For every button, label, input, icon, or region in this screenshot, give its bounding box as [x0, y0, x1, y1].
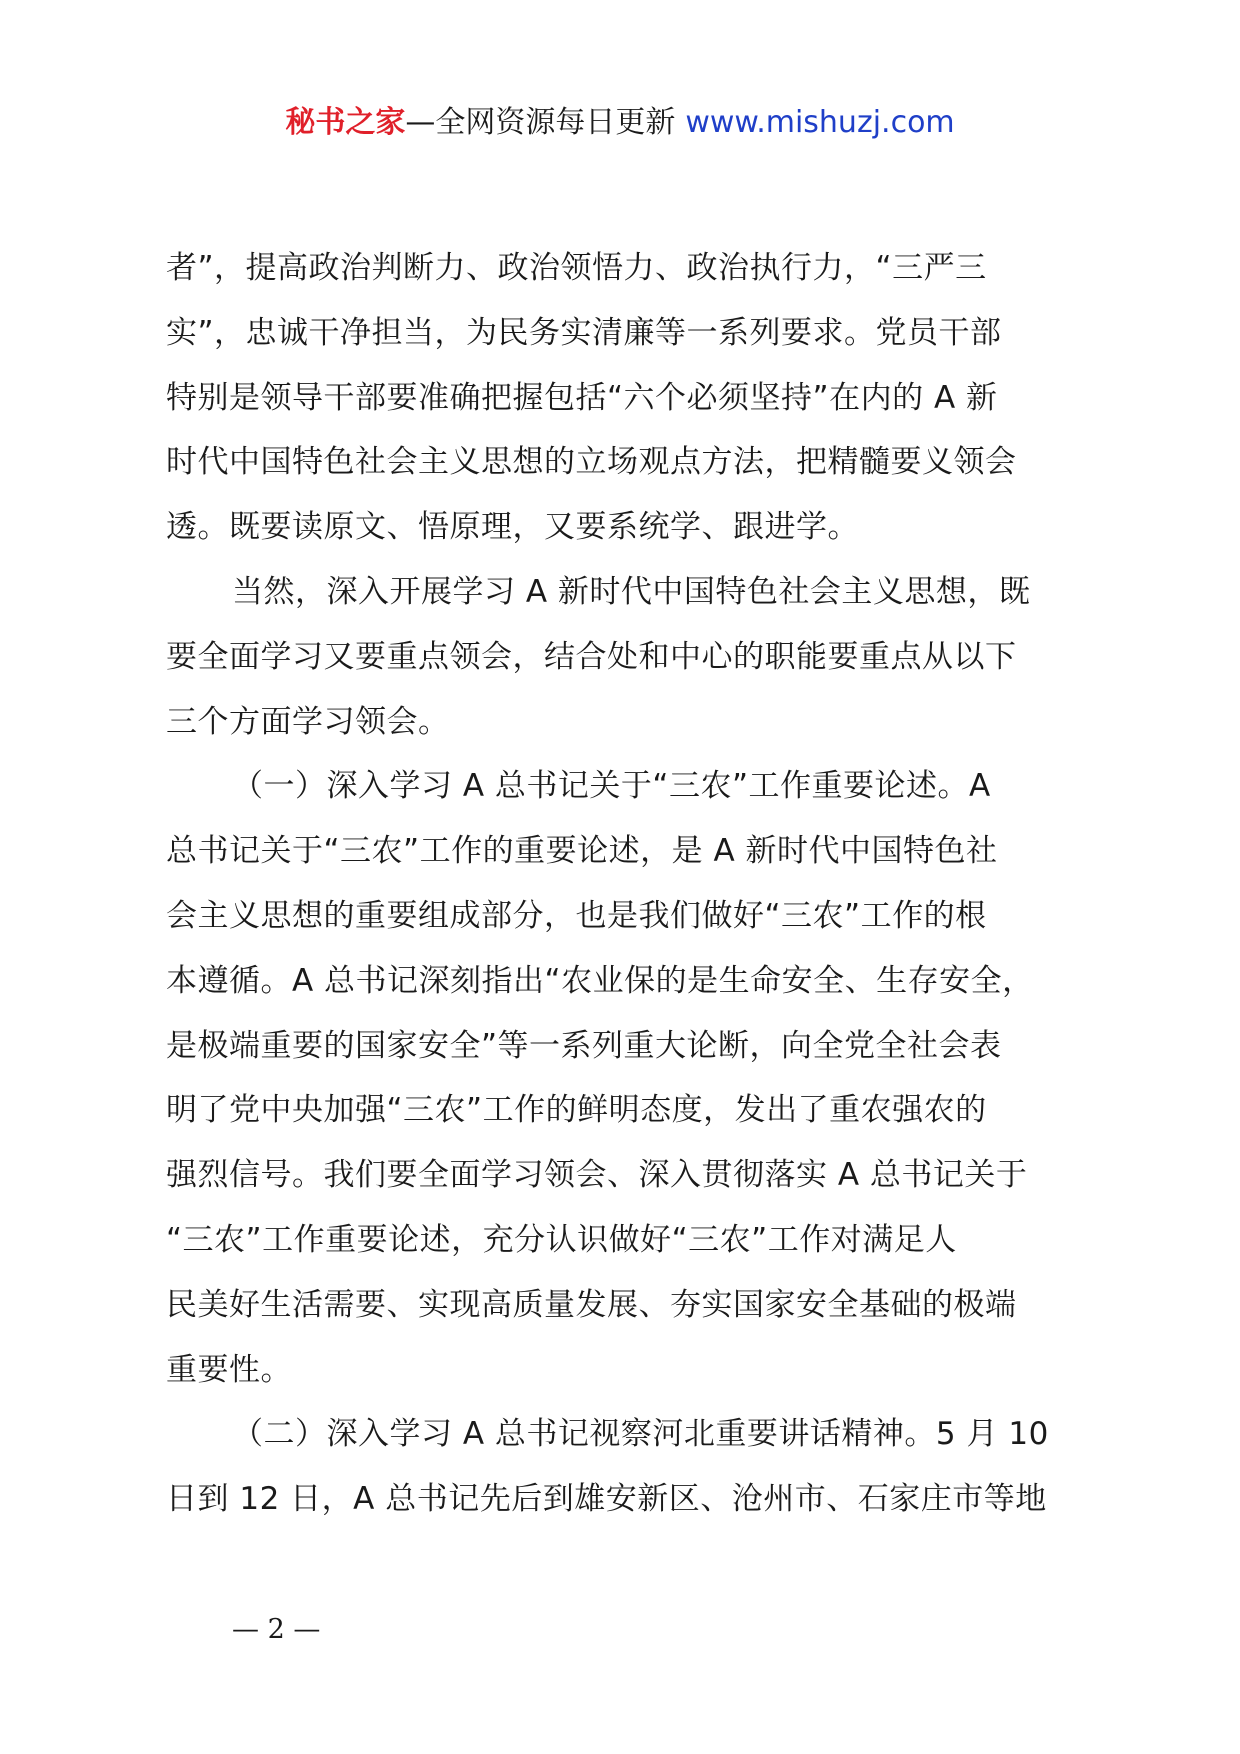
- body-line: 时代中国特色社会主义思想的立场观点方法，把精髓要义领会: [166, 444, 1017, 481]
- body-line: 明了党中央加强“三农”工作的鲜明态度，发出了重农强农的: [166, 1092, 987, 1129]
- body-line: “三农”工作重要论述，充分认识做好“三农”工作对满足人: [166, 1221, 957, 1258]
- body-line: 会主义思想的重要组成部分，也是我们做好“三农”工作的根: [166, 897, 987, 934]
- site-url-link[interactable]: www.mishuzj.com: [685, 105, 955, 140]
- header-tagline: —全网资源每日更新: [405, 105, 676, 140]
- document-body: [166, 236, 1096, 1532]
- page-number: — 2 —: [232, 1614, 321, 1645]
- body-line: 重要性。: [166, 1351, 292, 1388]
- body-line: 透。既要读原文、悟原理，又要系统学、跟进学。: [166, 509, 859, 546]
- paragraph-start-line: 当然，深入开展学习 A 新时代中国特色社会主义思想，既: [232, 573, 1031, 610]
- body-line: 民美好生活需要、实现高质量发展、夯实国家安全基础的极端: [166, 1286, 1017, 1323]
- body-line: 三个方面学习领会。: [166, 703, 450, 740]
- brand-name: 秘书之家: [285, 105, 406, 140]
- body-line: 实”，忠诚干净担当，为民务实清廉等一系列要求。党员干部: [166, 314, 1002, 351]
- body-line: 特别是领导干部要准确把握包括“六个必须坚持”在内的 A 新: [166, 379, 998, 416]
- section-heading-line: （一）深入学习 A 总书记关于“三农”工作重要论述。A: [232, 768, 991, 805]
- page-header: [0, 98, 1240, 148]
- body-line: 总书记关于“三农”工作的重要论述，是 A 新时代中国特色社: [166, 833, 998, 870]
- body-line: 本遵循。A 总书记深刻指出“农业保的是生命安全、生存安全，: [166, 962, 1034, 999]
- body-line: 强烈信号。我们要全面学习领会、深入贯彻落实 A 总书记关于: [166, 1157, 1028, 1194]
- body-line: 者”，提高政治判断力、政治领悟力、政治执行力，“三严三: [166, 250, 987, 286]
- body-line: 日到 12 日，A 总书记先后到雄安新区、沧州市、石家庄市等地: [166, 1481, 1047, 1518]
- body-line: 要全面学习又要重点领会，结合处和中心的职能要重点从以下: [166, 638, 1017, 675]
- body-line: 是极端重要的国家安全”等一系列重大论断，向全党全社会表: [166, 1027, 1002, 1064]
- section-heading-line: （二）深入学习 A 总书记视察河北重要讲话精神。5 月 10: [232, 1416, 1049, 1453]
